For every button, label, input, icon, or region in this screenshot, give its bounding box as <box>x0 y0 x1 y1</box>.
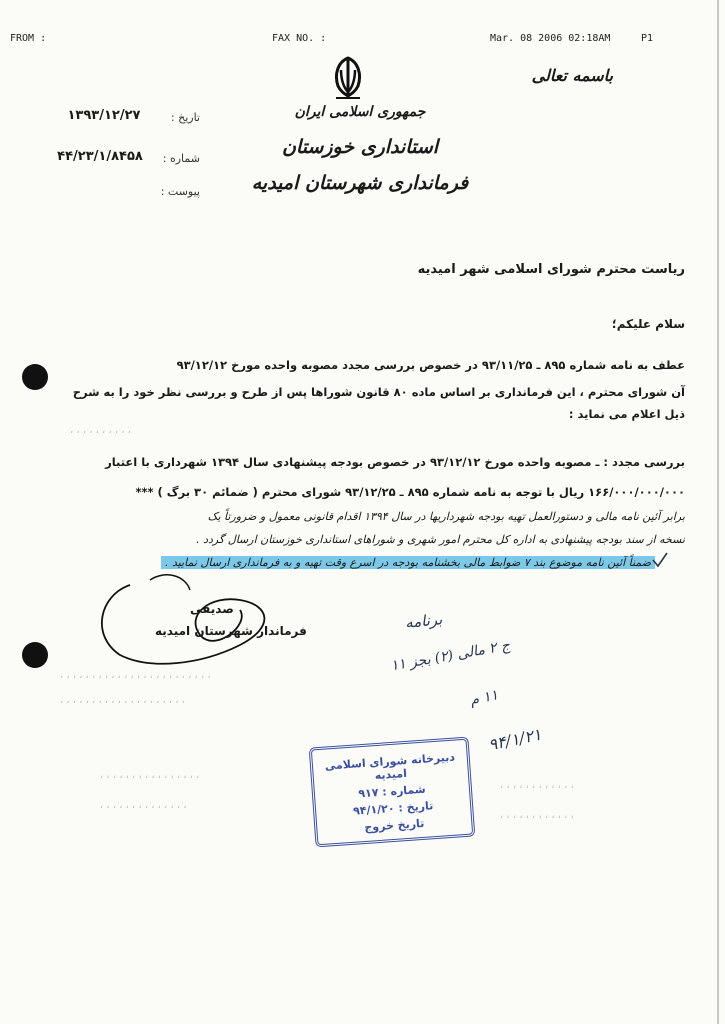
bleed-through-mark: ، ، ، ، ، ، ، ، ، ، <box>70 425 131 436</box>
secretariat-stamp <box>309 737 476 848</box>
signature-scribble-icon <box>90 565 280 675</box>
date-label: تاریخ : <box>170 111 200 124</box>
date-value: ۱۳۹۳/۱۲/۲۷ <box>67 108 141 123</box>
county-office-name: فرمانداری شهرستان امیدیه <box>251 172 469 194</box>
body-line: ذیل اعلام می نماید : <box>568 407 685 421</box>
checkmark-icon <box>650 550 670 570</box>
stamp-line: دبیرخانه شورای اسلامی امیدیه <box>324 750 456 783</box>
attachment-label: پیوست : <box>160 185 200 198</box>
fax-number-label: FAX NO. : <box>272 33 327 44</box>
bleed-through-mark: ، ، ، ، ، ، ، ، ، ، ، ، <box>500 780 574 791</box>
review-line: نسخه از سند بودجه پیشنهادی به اداره کل محترم امور شهری و شوراهای استانداری خوزستان ارسال گردد . <box>196 533 685 546</box>
handwritten-note: ۹۴/۱/۲۱ <box>486 724 544 755</box>
country-name: جمهوری اسلامی ایران <box>294 104 426 120</box>
bleed-through-mark: ، ، ، ، ، ، ، ، ، ، ، ، ، ، <box>100 800 187 811</box>
fax-from-label: FROM : <box>10 33 47 44</box>
review-line: برابر آئین نامه مالی و دستورالعمل تهیه بودجه شهرداریها در سال ۱۳۹۴ اقدام قانونی معمول و ضرورتاً یک <box>207 510 685 523</box>
stamp-line: تاریخ : ۹۴/۱/۲۰ <box>352 799 434 818</box>
province-office-name: استانداری خوزستان <box>281 136 439 158</box>
paper-edge <box>717 0 719 1024</box>
punch-hole-icon <box>22 364 48 390</box>
handwritten-note: برنامه <box>404 610 444 632</box>
iran-emblem-icon <box>326 54 370 100</box>
bleed-through-mark: ، ، ، ، ، ، ، ، ، ، ، ، ، ، ، ، ، ، ، ، <box>60 695 185 706</box>
handwritten-note: ج ۲ مالی (۲) بجز ۱۱ <box>389 637 512 675</box>
review-line: ۱۶۶/۰۰۰/۰۰۰/۰۰۰ ریال با توجه به نامه شماره ۸۹۵ ـ ۹۳/۱۲/۲۵ شورای محترم ( ضمائم ۳۰ برگ ) *** <box>135 485 685 499</box>
review-line: بررسی مجدد : ـ مصوبه واحده مورخ ۹۳/۱۲/۱۲ در خصوص بودجه پیشنهادی سال ۱۳۹۴ شهرداری با اعتبار <box>105 455 685 469</box>
handwritten-note: ۱۱ م <box>468 687 500 709</box>
punch-hole-icon <box>22 642 48 668</box>
signatory-name: صدیقی <box>190 602 234 616</box>
fax-page-number: P1 <box>641 33 654 44</box>
bleed-through-mark: ، ، ، ، ، ، ، ، ، ، ، ، ، ، ، ، <box>100 770 200 781</box>
stamp-line: شماره : ۹۱۷ <box>357 782 427 801</box>
highlight-mark: ضمناً آئین نامه موضوع بند ۷ ضوابط مالی بخشنامه بودجه در اسرع وقت تهیه و به فرمانداری ارسال نمایید . <box>161 556 655 569</box>
greeting: سلام علیکم؛ <box>611 317 685 331</box>
number-value: ۴۴/۲۳/۱/۸۴۵۸ <box>57 149 143 164</box>
number-label: شماره : <box>162 152 200 165</box>
stamp-line: تاریخ خروج <box>363 816 425 834</box>
invocation-text: باسمه تعالی <box>531 66 613 85</box>
bleed-through-mark: ، ، ، ، ، ، ، ، ، ، ، ، <box>500 810 574 821</box>
bleed-through-mark: ، ، ، ، ، ، ، ، ، ، ، ، ، ، ، ، ، ، ، ، ، ، ، ، <box>60 670 211 681</box>
signatory-title: فرماندار شهرستان امیدیه <box>155 624 307 638</box>
body-line: آن شورای محترم ، این فرمانداری بر اساس ماده ۸۰ قانون شوراها پس از طرح و بررسی نظر خود را به شرح <box>72 385 685 399</box>
body-line: عطف به نامه شماره ۸۹۵ ـ ۹۳/۱۱/۲۵ در خصوص بررسی مجدد مصوبه واحده مورخ ۹۳/۱۲/۱۲ <box>176 358 685 372</box>
addressee: ریاست محترم شورای اسلامی شهر امیدیه <box>417 262 685 277</box>
fax-date-time: Mar. 08 2006 02:18AM <box>490 33 611 44</box>
